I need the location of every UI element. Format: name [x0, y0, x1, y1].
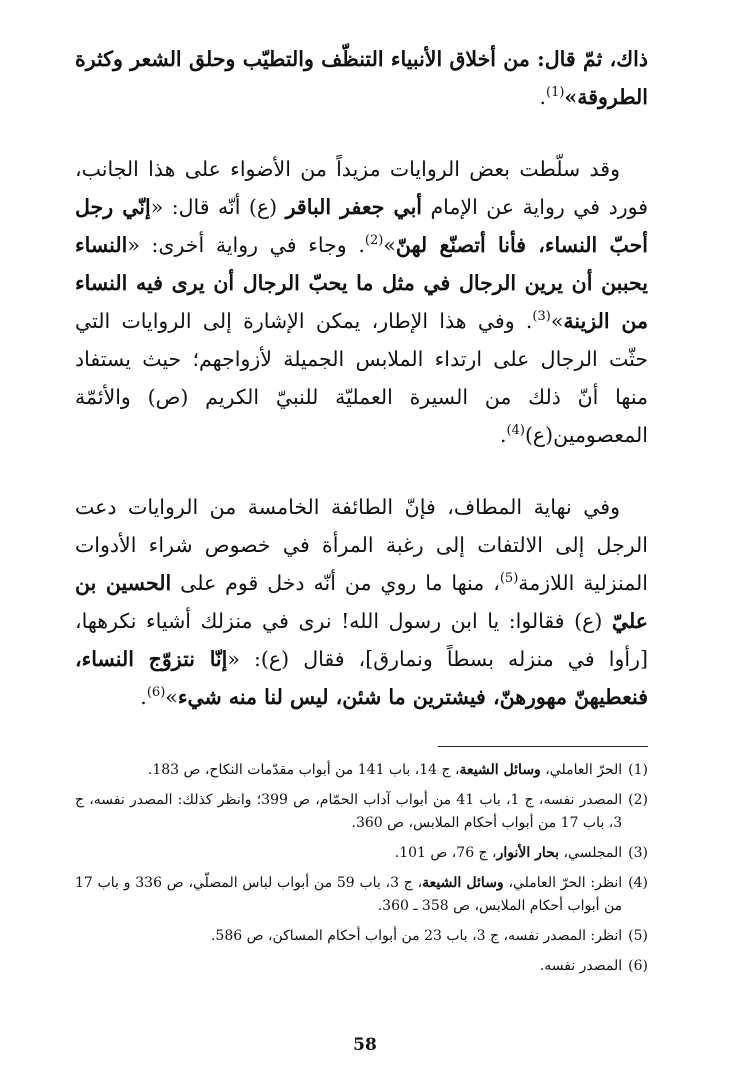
quote-3: إنّا نتزوّج النساء، فنعطيهنّ مهورهنّ، فيشترين ما شئن، ليس لنا منه شيء [75, 647, 648, 709]
quote-2-close: » [550, 309, 564, 333]
imam-name-baqir: أبي جعفر الباقر [285, 195, 422, 219]
paragraph-2-text-g: . وفي هذا الإطار، يمكن الإشارة إلى الروايات التي حثّت الرجال على ارتداء الملابس الجميلة لأزواجهم؛ حيث يستفاد منها أنّ ذلك من السيرة العمليّة للنبيّ الكريم (ص) والأئمّة المعصومين(ع) [75, 309, 648, 447]
footnote-1 [75, 759, 648, 782]
footnote-5 [75, 925, 648, 948]
footnote-text-part: انظر: المصدر نفسه، ج 3، باب 23 من أبواب أحكام المساكن، ص 586. [210, 928, 623, 944]
footnote-ref-1[interactable]: (1) [545, 85, 565, 101]
footnote-4 [75, 872, 648, 918]
paragraph-3-end: . [140, 685, 147, 709]
footnote-ref-4[interactable]: (4) [506, 423, 525, 439]
quote-2: النساء يحببن أن يرين الرجال في مثل ما يحبّ الرجال أن يرى فيه النساء من الزينة [75, 233, 648, 333]
paragraph-3 [75, 488, 648, 716]
paragraph-2-text-e: . وجاء في رواية أخرى: « [127, 233, 365, 257]
quote-1: إنّي رجل أحبّ النساء، فأنا أتصنّع لهنّ [75, 195, 648, 257]
footnote-text [75, 842, 622, 865]
paragraph-1-end: . [539, 85, 546, 109]
paragraph-2-text-a: وقد سلّطت بعض الروايات مزيداً من الأضواء على هذا الجانب، فورد في رواية عن الإمام [75, 157, 648, 219]
paragraph-2 [75, 150, 648, 454]
footnotes [75, 759, 648, 978]
footnote-number: (4) [628, 875, 648, 891]
footnote-ref-2[interactable]: (2) [364, 233, 384, 249]
footnote-6 [75, 955, 648, 978]
paragraph-1 [75, 40, 648, 116]
footnote-book-title: بحار الأنوار [496, 845, 560, 861]
footnote-text-part: ، ج 14، باب 141 من أبواب مقدّمات النكاح، ص 183. [147, 762, 460, 778]
paragraph-2-end: . [499, 423, 507, 447]
footnote-text [75, 925, 622, 948]
main-text [75, 40, 648, 716]
footnote-text [75, 789, 622, 835]
footnote-book-title: وسائل الشيعة [422, 875, 504, 891]
footnote-number: (6) [628, 958, 648, 974]
footnote-text-part: ، ج 3، باب 59 من أبواب لباس المصلّي، ص 336 و باب 17 من أبواب أحكام الملابس، ص 358 ـ 360. [75, 875, 623, 914]
footnote-separator [438, 746, 648, 747]
footnote-3 [75, 842, 648, 865]
page-number: 58 [353, 1035, 377, 1055]
footnote-number: (3) [628, 845, 648, 861]
paragraph-3-text-a: وفي نهاية المطاف، فإنّ الطائفة الخامسة من الروايات دعت الرجل إلى الالتفات إلى رغبة المرأة في خصوص شراء الأدوات المنزلية اللازمة [75, 495, 648, 595]
footnote-number: (1) [628, 762, 648, 778]
paragraph-2-text-c: (ع) أنّه قال: « [150, 195, 286, 219]
footnote-text-part: المصدر نفسه. [539, 958, 623, 974]
paragraph-1-text: ذاك، ثمّ قال: من أخلاق الأنبياء التنظّف والتطيّب وحلق الشعر وكثرة الطروقة» [75, 47, 648, 109]
imam-name-hussein: الحسين بن عليّ [75, 571, 648, 633]
footnote-book-title: وسائل الشيعة [459, 762, 541, 778]
footnote-text-part: المصدر نفسه، ج 1، باب 41 من أبواب آداب الحمّام، ص 399؛ وانظر كذلك: المصدر نفسه، ج 3، باب 17 من أبواب أحكام الملابس، ص 360. [75, 792, 623, 831]
quote-3-close: » [165, 685, 178, 709]
footnote-text-part: الحرّ العاملي، [540, 762, 623, 778]
footnote-text [75, 955, 622, 978]
footnote-text-part: المجلسي، [559, 845, 623, 861]
footnote-text-part: انظر: الحرّ العاملي، [503, 875, 623, 891]
paragraph-3-text-b: ، منها ما روي من أنّه دخل قوم على [171, 571, 500, 595]
paragraph-3-text-c: (ع) فقالوا: يا ابن رسول الله! نرى في منزلك أشياء نكرهها، [رأوا في منزله بسطاً ونمارق]، فقال (ع): « [75, 609, 648, 671]
footnote-2 [75, 789, 648, 835]
quote-1-close: » [383, 233, 396, 257]
footnote-text [75, 872, 622, 918]
footnote-ref-6[interactable]: (6) [146, 685, 166, 701]
footnote-text-part: ، ج 76، ص 101. [394, 845, 497, 861]
footnote-ref-3[interactable]: (3) [532, 309, 551, 325]
footnote-text [75, 759, 622, 782]
footnote-number: (2) [628, 792, 648, 808]
footnote-number: (5) [628, 928, 648, 944]
footnote-ref-5[interactable]: (5) [499, 571, 519, 587]
